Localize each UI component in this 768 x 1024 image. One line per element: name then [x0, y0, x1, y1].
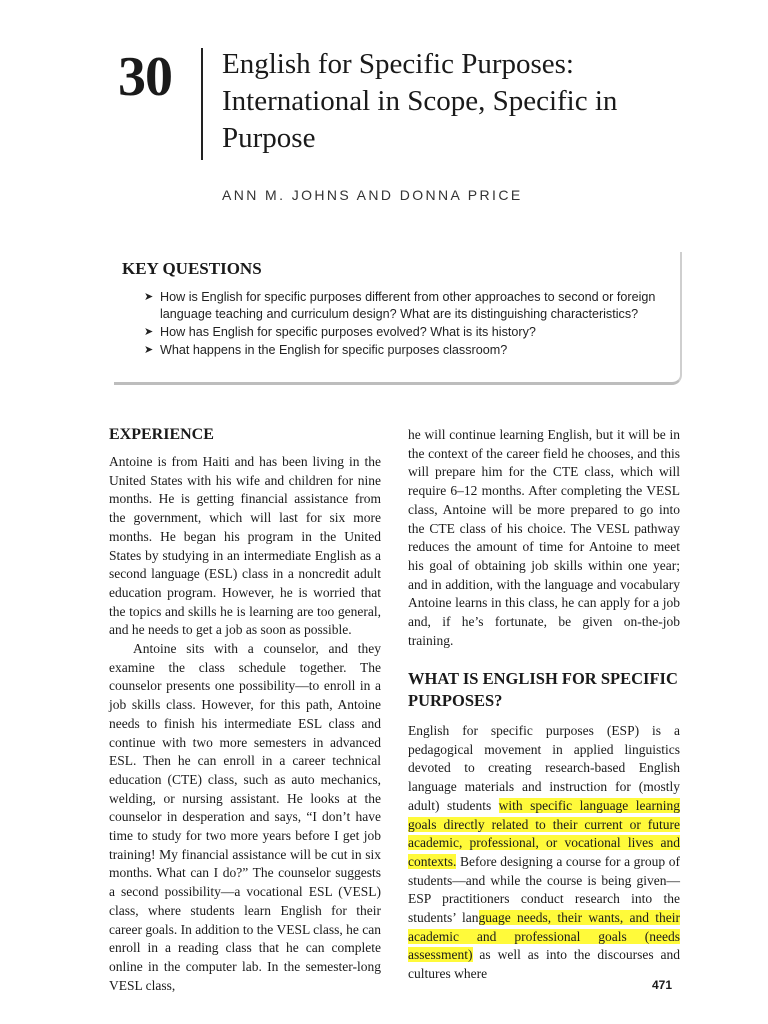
experience-continued: he will continue learning English, but it will be in the context of the career field he chooses, and this will prepare him for the CTE class, which will require 6–12 months. After completing the VESL class, Antoine will be more prepared to go into the CTE class of his choice. The VESL pathway reduces the amount of time for Antoine to meet his goal of obtaining job skills within one year; and in addition, with the language and vocabulary Antoine learns in this class, he can apply for a job and, if he’s fortunate, be given on-the-job training. [408, 427, 680, 648]
question-text: What happens in the English for specific purposes classroom? [160, 343, 508, 357]
key-questions-heading: KEY QUESTIONS [122, 259, 262, 278]
arrow-bullet-icon: ➤ [144, 291, 154, 303]
question-text: How is English for specific purposes different from other approaches to second or foreign language teaching and curriculum design? What are its distinguishing characteristics? [160, 290, 656, 321]
arrow-bullet-icon: ➤ [144, 344, 154, 356]
highlighted-text-2: guage needs, their wants, and their academic and professional goals (needs assessment) [408, 910, 680, 963]
chapter-title: English for Specific Purposes: International in Scope, Specific in Purpose [222, 48, 618, 154]
highlighted-text-1: with specific language learning goals directly related to their current or future academic, professional, or vocational lives and contexts. [408, 797, 680, 869]
key-questions-list [144, 289, 674, 360]
title-divider [201, 48, 203, 160]
list-item [144, 342, 674, 359]
question-text: How has English for specific purposes evolved? What is its history? [160, 325, 536, 339]
page-number: 471 [652, 978, 673, 992]
experience-heading: EXPERIENCE [109, 426, 214, 443]
esp-text-1: English for specific purposes (ESP) is a pedagogical movement in applied linguistics devoted to creating research-based English language materials and instruction for (mostly adult) students [408, 723, 680, 813]
esp-heading: WHAT IS ENGLISH FOR SPECIFIC PURPOSES? [408, 669, 678, 710]
list-item [144, 324, 674, 341]
esp-body [408, 722, 680, 984]
left-column [109, 453, 381, 995]
right-column-continuation [408, 426, 680, 650]
esp-text-2: Before designing a course for a group of students—and while the course is being given—ESP practitioners conduct research into the students’ lan [408, 853, 680, 926]
chapter-authors: ANN M. JOHNS AND DONNA PRICE [222, 187, 523, 203]
esp-paragraph [408, 722, 680, 984]
experience-paragraph-2: Antoine sits with a counselor, and they examine the class schedule together. The counselor presents one possibility—to enroll in a job skills class. However, for this path, Antoine needs to finish his intermediate ESL class and continue with two more semesters in advanced ESL. Then he can enroll in a career technical education (CTE) class, such as auto mechanics, welding, or nursing assistant. He looks at the counselor in desperation and says, “I don’t have time to study for two more years before I get job training! My financial assistance will be cut in six months. What can I do?” The counselor suggests a second possibility—a vocational ESL (VESL) class, where students learn English for their career goals. In addition to the VESL class, he can enroll in a reading class that he can complete online in the computer lab. In the semester-long VESL class, [109, 641, 381, 993]
experience-paragraph-1: Antoine is from Haiti and has been living in the United States with his wife and children for nine months. He is getting financial assistance from the government, which will last for six more months. He began his program in the United States by studying in an intermediate English as a second language (ESL) class in a noncredit adult education program. However, he is worried that the topics and skills he is learning are too general, and he needs to get a job as soon as possible. [109, 454, 381, 638]
list-item [144, 289, 674, 323]
arrow-bullet-icon: ➤ [144, 326, 154, 338]
esp-text-3: as well as into the discourses and cultures where [408, 947, 680, 982]
chapter-number: 30 [118, 46, 172, 108]
